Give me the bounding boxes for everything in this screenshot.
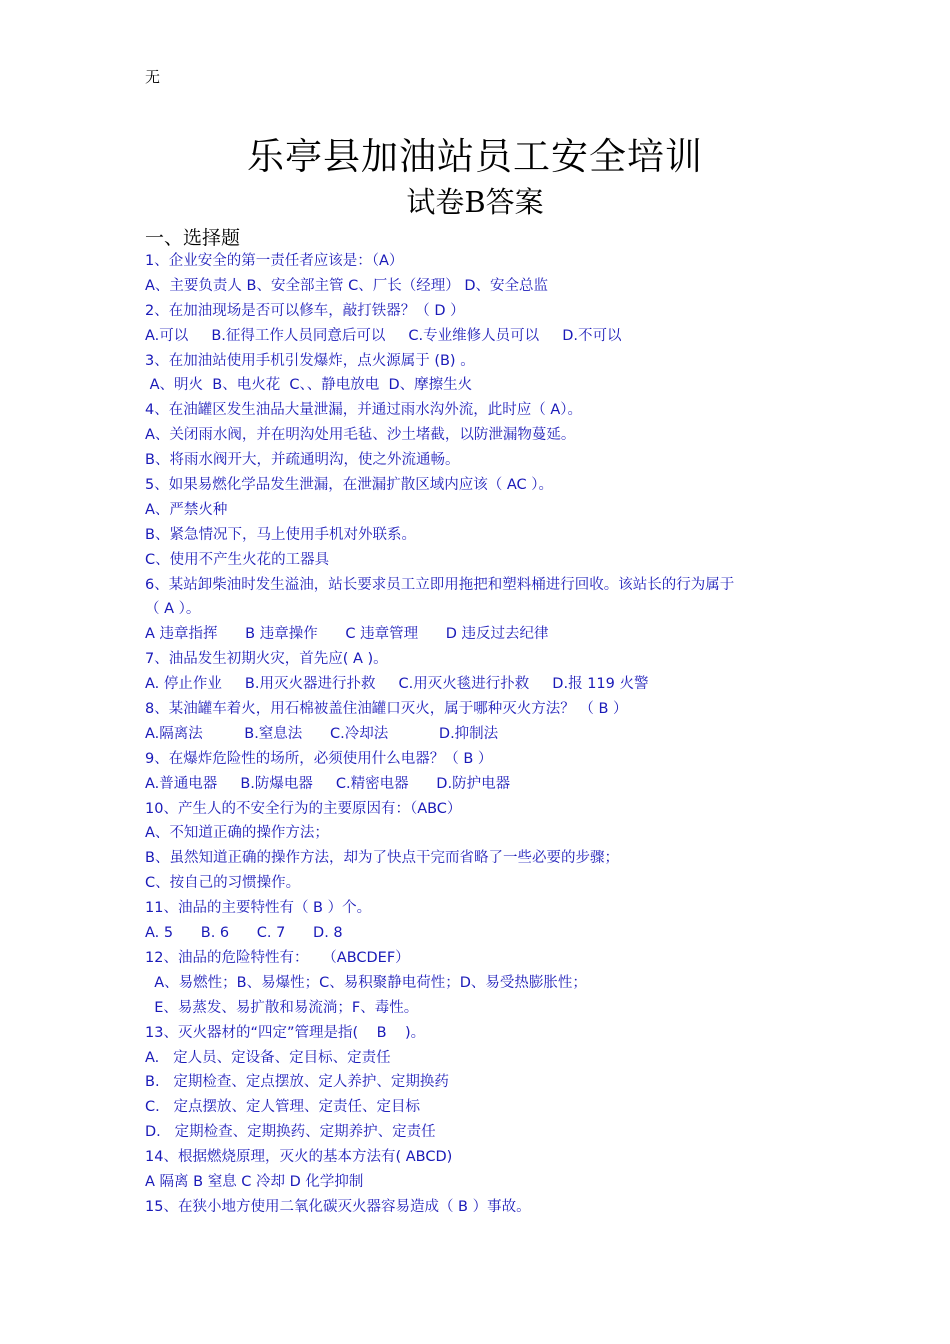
text-line: B、将雨水阀开大，并疏通明沟，使之外流通畅。 — [145, 452, 460, 469]
text-line: A、明火 B、电火花 C、、静电放电 D、摩擦生火 — [145, 377, 473, 394]
text-line: 7、油品发生初期火灾，首先应( A )。 — [145, 651, 388, 668]
document-subtitle: 试卷B答案 — [406, 185, 544, 219]
header-note: 无 — [145, 68, 161, 86]
text-line: 8、某油罐车着火，用石棉被盖住油罐口灭火，属于哪种灭火方法？ （ B ） — [145, 701, 628, 718]
text-line: C. 定点摆放、定人管理、定责任、定目标 — [145, 1099, 421, 1116]
text-line: 11、油品的主要特性有（ B ）个。 — [145, 900, 372, 917]
text-line: 13、灭火器材的“四定”管理是指( B )。 — [145, 1024, 426, 1041]
text-line: （ A ）。 — [145, 601, 201, 618]
text-line: A、主要负责人 B、安全部主管 C、厂长（经理） D、安全总监 — [145, 277, 548, 294]
text-line: 3、在加油站使用手机引发爆炸，点火源属于 (B) 。 — [145, 352, 475, 369]
text-line: A.隔离法 B.窒息法 C.冷却法 D.抑制法 — [145, 725, 499, 742]
text-line: 14、根据燃烧原理，灭火的基本方法有( ABCD) — [145, 1149, 453, 1166]
text-line: A. 停止作业 B.用灭火器进行扑救 C.用灭火毯进行扑救 D.报 119 火警 — [145, 676, 649, 693]
section-heading: 一、选择题 — [145, 227, 241, 249]
text-line: 15、在狭小地方使用二氧化碳灭火器容易造成（ B ）事故。 — [145, 1198, 531, 1215]
text-line: B. 定期检查、定点摆放、定人养护、定期换药 — [145, 1074, 449, 1091]
text-line: 6、某站卸柴油时发生溢油，站长要求员工立即用拖把和塑料桶进行回收。该站长的行为属于 — [145, 576, 735, 593]
text-line: 12、油品的危险特性有： （ABCDEF） — [145, 949, 410, 966]
text-line: E、易蒸发、易扩散和易流淌；F、毒性。 — [145, 999, 419, 1016]
text-line: 5、如果易燃化学品发生泄漏，在泄漏扩散区域内应该（ AC ）。 — [145, 477, 553, 494]
text-line: A.普通电器 B.防爆电器 C.精密电器 D.防护电器 — [145, 775, 511, 792]
document-title: 乐亭县加油站员工安全培训 — [247, 135, 703, 178]
text-line: A.可以 B.征得工作人员同意后可以 C.专业维修人员可以 D.不可以 — [145, 327, 622, 344]
text-line: B、紧急情况下，马上使用手机对外联系。 — [145, 526, 416, 543]
text-line: A 违章指挥 B 违章操作 C 违章管理 D 违反过去纪律 — [145, 626, 549, 643]
text-line: 4、在油罐区发生油品大量泄漏，并通过雨水沟外流，此时应（ A）。 — [145, 402, 583, 419]
text-line: D. 定期检查、定期换药、定期养护、定责任 — [145, 1124, 436, 1141]
text-line: A. 5 B. 6 C. 7 D. 8 — [145, 925, 343, 942]
text-line: 9、在爆炸危险性的场所，必须使用什么电器？（ B ） — [145, 750, 493, 767]
text-line: C、按自己的习惯操作。 — [145, 875, 301, 892]
text-line: A、不知道正确的操作方法； — [145, 825, 329, 842]
text-line: A. 定人员、定设备、定目标、定责任 — [145, 1049, 391, 1066]
question-list — [145, 249, 815, 1220]
text-line: 1、企业安全的第一责任者应该是：（A） — [145, 253, 404, 269]
text-line: 2、在加油现场是否可以修车，敲打铁器？（ D ） — [145, 302, 465, 319]
text-line: B、虽然知道正确的操作方法，却为了快点干完而省略了一些必要的步骤； — [145, 850, 619, 867]
text-line: 10、产生人的不安全行为的主要原因有：（ABC） — [145, 800, 462, 817]
text-line: A、易燃性；B、易爆性；C、易积聚静电荷性；D、易受热膨胀性； — [145, 974, 587, 991]
text-line: C、使用不产生火花的工器具 — [145, 551, 330, 568]
text-line: A 隔离 B 窒息 C 冷却 D 化学抑制 — [145, 1173, 364, 1190]
text-line: A、严禁火种 — [145, 501, 228, 518]
text-line: A、关闭雨水阀，并在明沟处用毛毡、沙土堵截，以防泄漏物蔓延。 — [145, 427, 576, 444]
